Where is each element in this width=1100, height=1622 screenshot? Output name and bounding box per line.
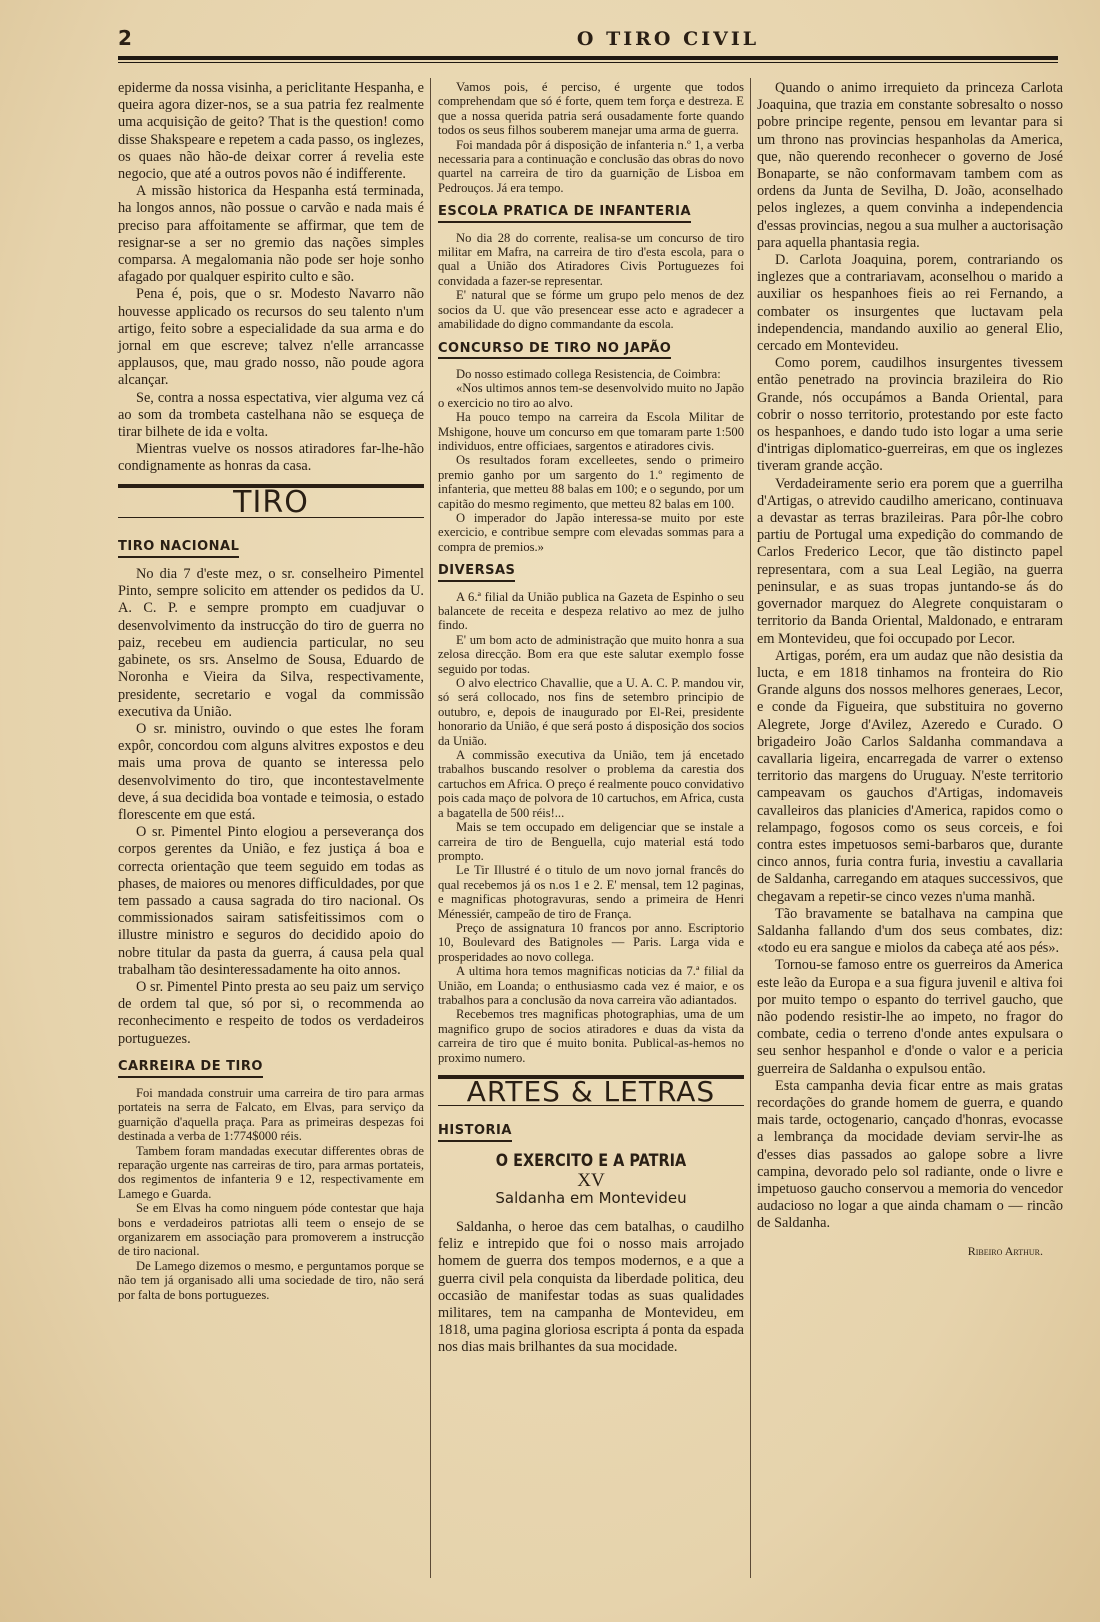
- paragraph: Como porem, caudilhos insurgentes tivessem então penetrado na provincia brazileira do Rio Grande, nós occupámos a Banda Oriental, para cobrir o nosso territorio, protestando por este facto os hespanhoes, e dando tudo isto logar a uma serie d'intrigas diplomatico-guerreiras, em que os inglezes tiveram grande acção.: [757, 355, 1063, 475]
- paragraph: O sr. Pimentel Pinto elogiou a perseverança dos corpos gerentes da União, e fez justiça á boa e correcta orientação que teem seguido em todas as phases, de maiores ou menores difficuldades, por que tem passado a causa sagrada do tiro nacional. Os commissionados sairam satisfeitissimos com o illustre ministro e seguros do decidido apoio do nobre titular da pasta da guerra, á causa pela qual trabalham tão desinteressadamente ha oito annos.: [118, 824, 424, 978]
- paragraph: De Lamego dizemos o mesmo, e perguntamos porque se não tem já organisado alli uma sociedade de tiro, não será por falta de bons portuguezes.: [118, 1258, 424, 1302]
- paragraph: A missão historica da Hespanha está terminada, ha longos annos, não possue o carvão e nada mais é preciso para affoitamente se affirmar, que tem de resignar-se a ser no gremio das nações simples comparsa. A megalomania não pode ser hoje sonho afagado por qualquer espirito culto e são.: [118, 183, 424, 286]
- paragraph: D. Carlota Joaquina, porem, contrariando os inglezes que a contrariavam, aconselhou o marido a auxiliar os hespanhoes fieis ao rei Fernando, a combater os insurgentes que luctavam pela independencia, mandando auxilio ao general Elio, cercado em Montevideu.: [757, 252, 1063, 355]
- column-divider: [430, 78, 431, 1578]
- article-body: [438, 1219, 744, 1357]
- paragraph: Se, contra a nossa espectativa, vier alguma vez cá ao som da trombeta castelhana não se esqueça de tirar bilhete de ida e volta.: [118, 389, 424, 441]
- paragraph: Foi mandada construir uma carreira de tiro para armas portateis na serra de Falcato, em Elvas, para serviço da guarnição d'aquella praça. Para as primeiras despezas foi destinada a verba de 1:774$000 réis.: [118, 1085, 424, 1144]
- paragraph: Ha pouco tempo na carreira da Escola Militar de Mshigone, houve um concurso em que tomaram parte 1:500 individuos, entre officiaes, sargentos e atiradores civis.: [438, 410, 744, 453]
- masthead: [118, 24, 1058, 54]
- paragraph: Se em Elvas ha como ninguem póde contestar que haja bons e verdadeiros patriotas alli teem o ensejo de se organizarem em associação para promoverem a instrucção de tiro nacional.: [118, 1201, 424, 1259]
- heading-historia: HISTORIA: [438, 1124, 512, 1141]
- column-1: [118, 80, 424, 1302]
- paragraph: O sr. ministro, ouvindo o que estes lhe foram expôr, concordou com alguns alvitres expostos e deu mais uma prova de quanto se interessa pelo desenvolvimento do tiro, que incontestavelmente deve, á sua decidida boa vontade e teimosia, o estado florescente em que está.: [118, 720, 424, 823]
- paragraph: No dia 28 do corrente, realisa-se um concurso de tiro militar em Mafra, na carreira de tiro d'esta escola, para o qual a União dos Atiradores Civis Portuguezes foi convidada a fazer-se representar.: [438, 230, 744, 288]
- paragraph: O sr. Pimentel Pinto presta ao seu paiz um serviço de ordem tal que, só por si, o recommenda ao reconhecimento e respeito de todos os verdadeiros portuguezes.: [118, 978, 424, 1047]
- author-signature: Ribeiro Arthur.: [967, 1243, 1043, 1258]
- article-title: O EXERCITO E A PATRIA: [495, 1150, 687, 1171]
- paragraph: E' natural que se fórme um grupo pelo menos de dez socios da U. que vão presencear esse acto e agradecer a amabilidade do digno commandante da escola.: [438, 288, 744, 332]
- masthead-rule: [118, 56, 1058, 60]
- paragraph: A commissão executiva da União, tem já encetado trabalhos buscando resolver o problema da carestia dos cartuchos em Africa. O preço é realmente pouco convidativo pois cada maço de polvora de 10 cartuchos, em Africa, custa a bagatella de 500 réis!...: [438, 748, 744, 820]
- paragraph: Tambem foram mandadas executar differentes obras de reparação urgente nas carreiras de tiro, para armas portateis, dos regimentos de infanteria 9 e 12, respectivamente em Lamego e Guarda.: [118, 1143, 424, 1201]
- paragraph: Artigas, porém, era um audaz que não desistia da lucta, e em 1818 tinhamos na fronteira do Rio Grande alguns dos nossos melhores generaes, Lecor, e conde da Figueira, que substituira no governo Alegrete, Jorge d'Avilez, Azeredo e Curado. O brigadeiro João Carlos Saldanha commandava a cavallaria ligeira, encarregada de varrer o extenso territorio das margens do Uruguay. N'este territorio campeavam os gauchos d'Artigas, indomaveis cavalleiros das planicies d'America, rapidos como o relampago, fogosos como os seus corceis, e foi contra estes impetuosos semi-barbaros que, durante cinco annos, furia contra furia, investiu a cavallaria de Saldanha, carregando em ataques successivos, que chegavam a repetir-se cinco vezes n'uma manhã.: [757, 647, 1063, 905]
- masthead-rule-thin: [118, 62, 1058, 63]
- paragraph: Foi mandada pôr á disposição de infanteria n.º 1, a verba necessaria para a continuação e conclusão das obras do novo quartel na carreira de tiro da guarnição de Lisboa em Pedrouços. Já era tempo.: [438, 137, 744, 195]
- paragraph: «Nos ultimos annos tem-se desenvolvido muito no Japão o exercicio no tiro ao alvo.: [438, 381, 744, 410]
- paragraph: A 6.ª filial da União publica na Gazeta de Espinho o seu balancete de receita e despeza relativo ao mez de julho findo.: [438, 589, 744, 633]
- paragraph: Le Tir Illustré é o titulo de um novo jornal francês do qual recebemos já os n.os 1 e 2. E' mensal, tem 12 paginas, e magnificas photogravuras, sendo a primeira de Henri Ménessiér, campeão de tiro de França.: [438, 863, 744, 921]
- paragraph: E' um bom acto de administração que muito honra a sua zelosa direcção. Bom era que este salutar exemplo fosse seguido por todas.: [438, 632, 744, 676]
- paragraph: O alvo electrico Chavallie, que a U. A. C. P. mandou vir, só será collocado, nos fins de setembro principio de outubro, e, depois de inaugurado por El-Rei, presidente honorario da União, é que será posto á disposição dos socios da União.: [438, 676, 744, 748]
- heading-carreira-de-tiro: CARREIRA DE TIRO: [118, 1058, 263, 1078]
- article-subtitle: Saldanha em Montevideu: [495, 1188, 687, 1207]
- paragraph: Vamos pois, é perciso, é urgente que todos comprehendam que só é forte, quem tem força e destreza. E que a nossa querida patria será ousadamente forte quando todos os seus filhos souberem manejar uma arma de guerra.: [438, 80, 744, 138]
- section-title-artes-letras: ARTES & LETRAS: [438, 1075, 744, 1106]
- paragraph: No dia 7 d'este mez, o sr. conselheiro Pimentel Pinto, sempre solicito em attender os pedidos da U. A. C. P. e sempre prompto em cuadjuvar o desenvolvimento da instrucção do tiro de guerra no paiz, recebeu em audiencia particular, no seu gabinete, os srs. Anselmo de Sousa, Eduardo de Noronha e Vieira da Silva, respectivamente, presidente, secretario e vogal da commissão executiva da União.: [118, 566, 424, 720]
- heading-concurso-japao: CONCURSO DE TIRO NO JAPÃO: [438, 342, 671, 359]
- paper-name: O TIRO CIVIL: [576, 28, 760, 50]
- column-divider: [750, 78, 751, 1578]
- paragraph: Mais se tem occupado em deligenciar que se instale a carreira de tiro de Benguella, cujo material está todo prompto.: [438, 820, 744, 863]
- page-number: 2: [118, 26, 132, 50]
- paragraph: Esta campanha devia ficar entre as mais gratas recordações do grande homem de guerra, e quando mais tarde, octogenario, cançado d'honras, evocasse a lembrança da mocidade deviam servir-lhe as d'esses dias passados ao galope sobre a livre campina, devorado pelo sol radiante, onde o livre e impetuoso gaucho conservou a memoria do vencedor audacioso no logar a que ainda chamam o — rincão de Saldanha.: [757, 1077, 1063, 1232]
- paragraph: O imperador do Japão interessa-se muito por este exercicio, e contribue sempre com elevadas sommas para a compra de premios.»: [438, 510, 744, 554]
- section-title-tiro: TIRO: [118, 484, 424, 518]
- heading-tiro-nacional: TIRO NACIONAL: [118, 538, 239, 558]
- paragraph: A ultima hora temos magnificas noticias da 7.ª filial da União, em Loanda; o enthusiasmo cada vez é maior, e os trabalhos para a conclusão da nova carreira vão adiantados.: [438, 964, 744, 1007]
- heading-diversas: DIVERSAS: [438, 564, 515, 581]
- paragraph: Verdadeiramente serio era porem que a guerrilha d'Artigas, o atrevido caudilho americano, continuava a devastar as terras brazileiras. Para pôr-lhe cobro partiu de Portugal uma expedição do commando de Carlos Frederico Lecor, que tão distincto papel representara, com a sua Leal Legião, na guerra peninsular, e as suas tropas juntando-se ás do governador marquez do Alegrete conquistaram o territorio da Banda Oriental, Maldonado, e entraram em Montevideu, que foi occupado por Lecor.: [757, 475, 1063, 647]
- paragraph: Saldanha, o heroe das cem batalhas, o caudilho feliz e intrepido que foi o nosso mais arrojado homem de guerra dos tempos modernos, e a que a guerra civil pela conquista da liberdade politica, deu occasião de manifestar todas as suas qualidades militares, tem na campanha de Montevideu, em 1818, uma pagina gloriosa escripta á ponta da espada nos dias mais brilhantes da sua mocidade.: [438, 1219, 744, 1356]
- paragraph: Tornou-se famoso entre os guerreiros da America este leão da Europa e a sua figura juvenil e altiva foi por muito tempo o espanto do terrivel gaucho, que não podendo resistir-lhe ao impeto, no fragor do combate, cedia o terreno d'onde antes expulsara o seu senhor hespanhol e d'onde o valor e a pericia guerreira de Saldanha o expulsou então.: [757, 957, 1063, 1077]
- heading-escola-pratica: ESCOLA PRATICA DE INFANTERIA: [438, 205, 691, 222]
- paragraph: Tão bravamente se batalhava na campina que Saldanha fallando d'um dos seus combates, diz: «todo eu era sangue e miolos da cabeça até aos pés».: [757, 905, 1063, 957]
- paragraph: Do nosso estimado collega Resistencia, de Coimbra:: [456, 366, 721, 381]
- column-2: [438, 80, 744, 1357]
- paragraph: epiderme da nossa visinha, a periclitante Hespanha, e queira agora dizer-nos, se a sua patria fez realmente uma acquisição de geito? That is the question! como disse Shakspeare e repetem a cada passo, os inglezes, os quaes não hão-de deixar correr á revelia este negocio, que até a outros povos não é indifferente.: [118, 80, 424, 183]
- article-carreira: [118, 1086, 424, 1302]
- column-3: [757, 80, 1063, 1260]
- article-chapter-number: XV: [577, 1170, 605, 1192]
- paragraph: Quando o animo irrequieto da princeza Carlota Joaquina, que trazia em constante sobresalto o nosso pobre principe regente, pensou em levantar para si um throno nas provincias hespanholas da America, que, não querendo reconhecer o governo de José Bonaparte, se não conformavam tambem com as ordens da Junta de Sevilha, D. João, aconselhado pelos inglezes, a quem convinha a independencia d'essas provincias, negou a sua mulher a auctorisação para aquella phantasia regia.: [757, 80, 1063, 251]
- paragraph: Pena é, pois, que o sr. Modesto Navarro não houvesse applicado os recursos do seu talento n'um artigo, feito sobre a especialidade da sua arma e do jornal em que escreve; talvez n'elle arrancasse applausos, que, mau grado nosso, não poude agora alcançar.: [118, 286, 424, 389]
- paragraph: Os resultados foram excelleetes, sendo o primeiro premio ganho por um sargento do 1.º regimento de infanteria, que metteu 88 balas em 100; e o segundo, por um capitão do mesmo regimento, que metteu 82 balas em 100.: [438, 453, 744, 511]
- paragraph: Preço de assignatura 10 francos por anno. Escriptorio 10, Boulevard des Batignoles — Paris. Larga vida e prosperidades ao novo collega.: [438, 920, 744, 964]
- paragraph: Mientras vuelve os nossos atiradores far-lhe-hão condignamente as honras da casa.: [118, 441, 424, 475]
- paragraph: Recebemos tres magnificas photographias, uma de um magnifico grupo de socios atiradores e duas da vista da carreira de tiro que é muito bonita. Publical-as-hemos no proximo numero.: [438, 1007, 744, 1065]
